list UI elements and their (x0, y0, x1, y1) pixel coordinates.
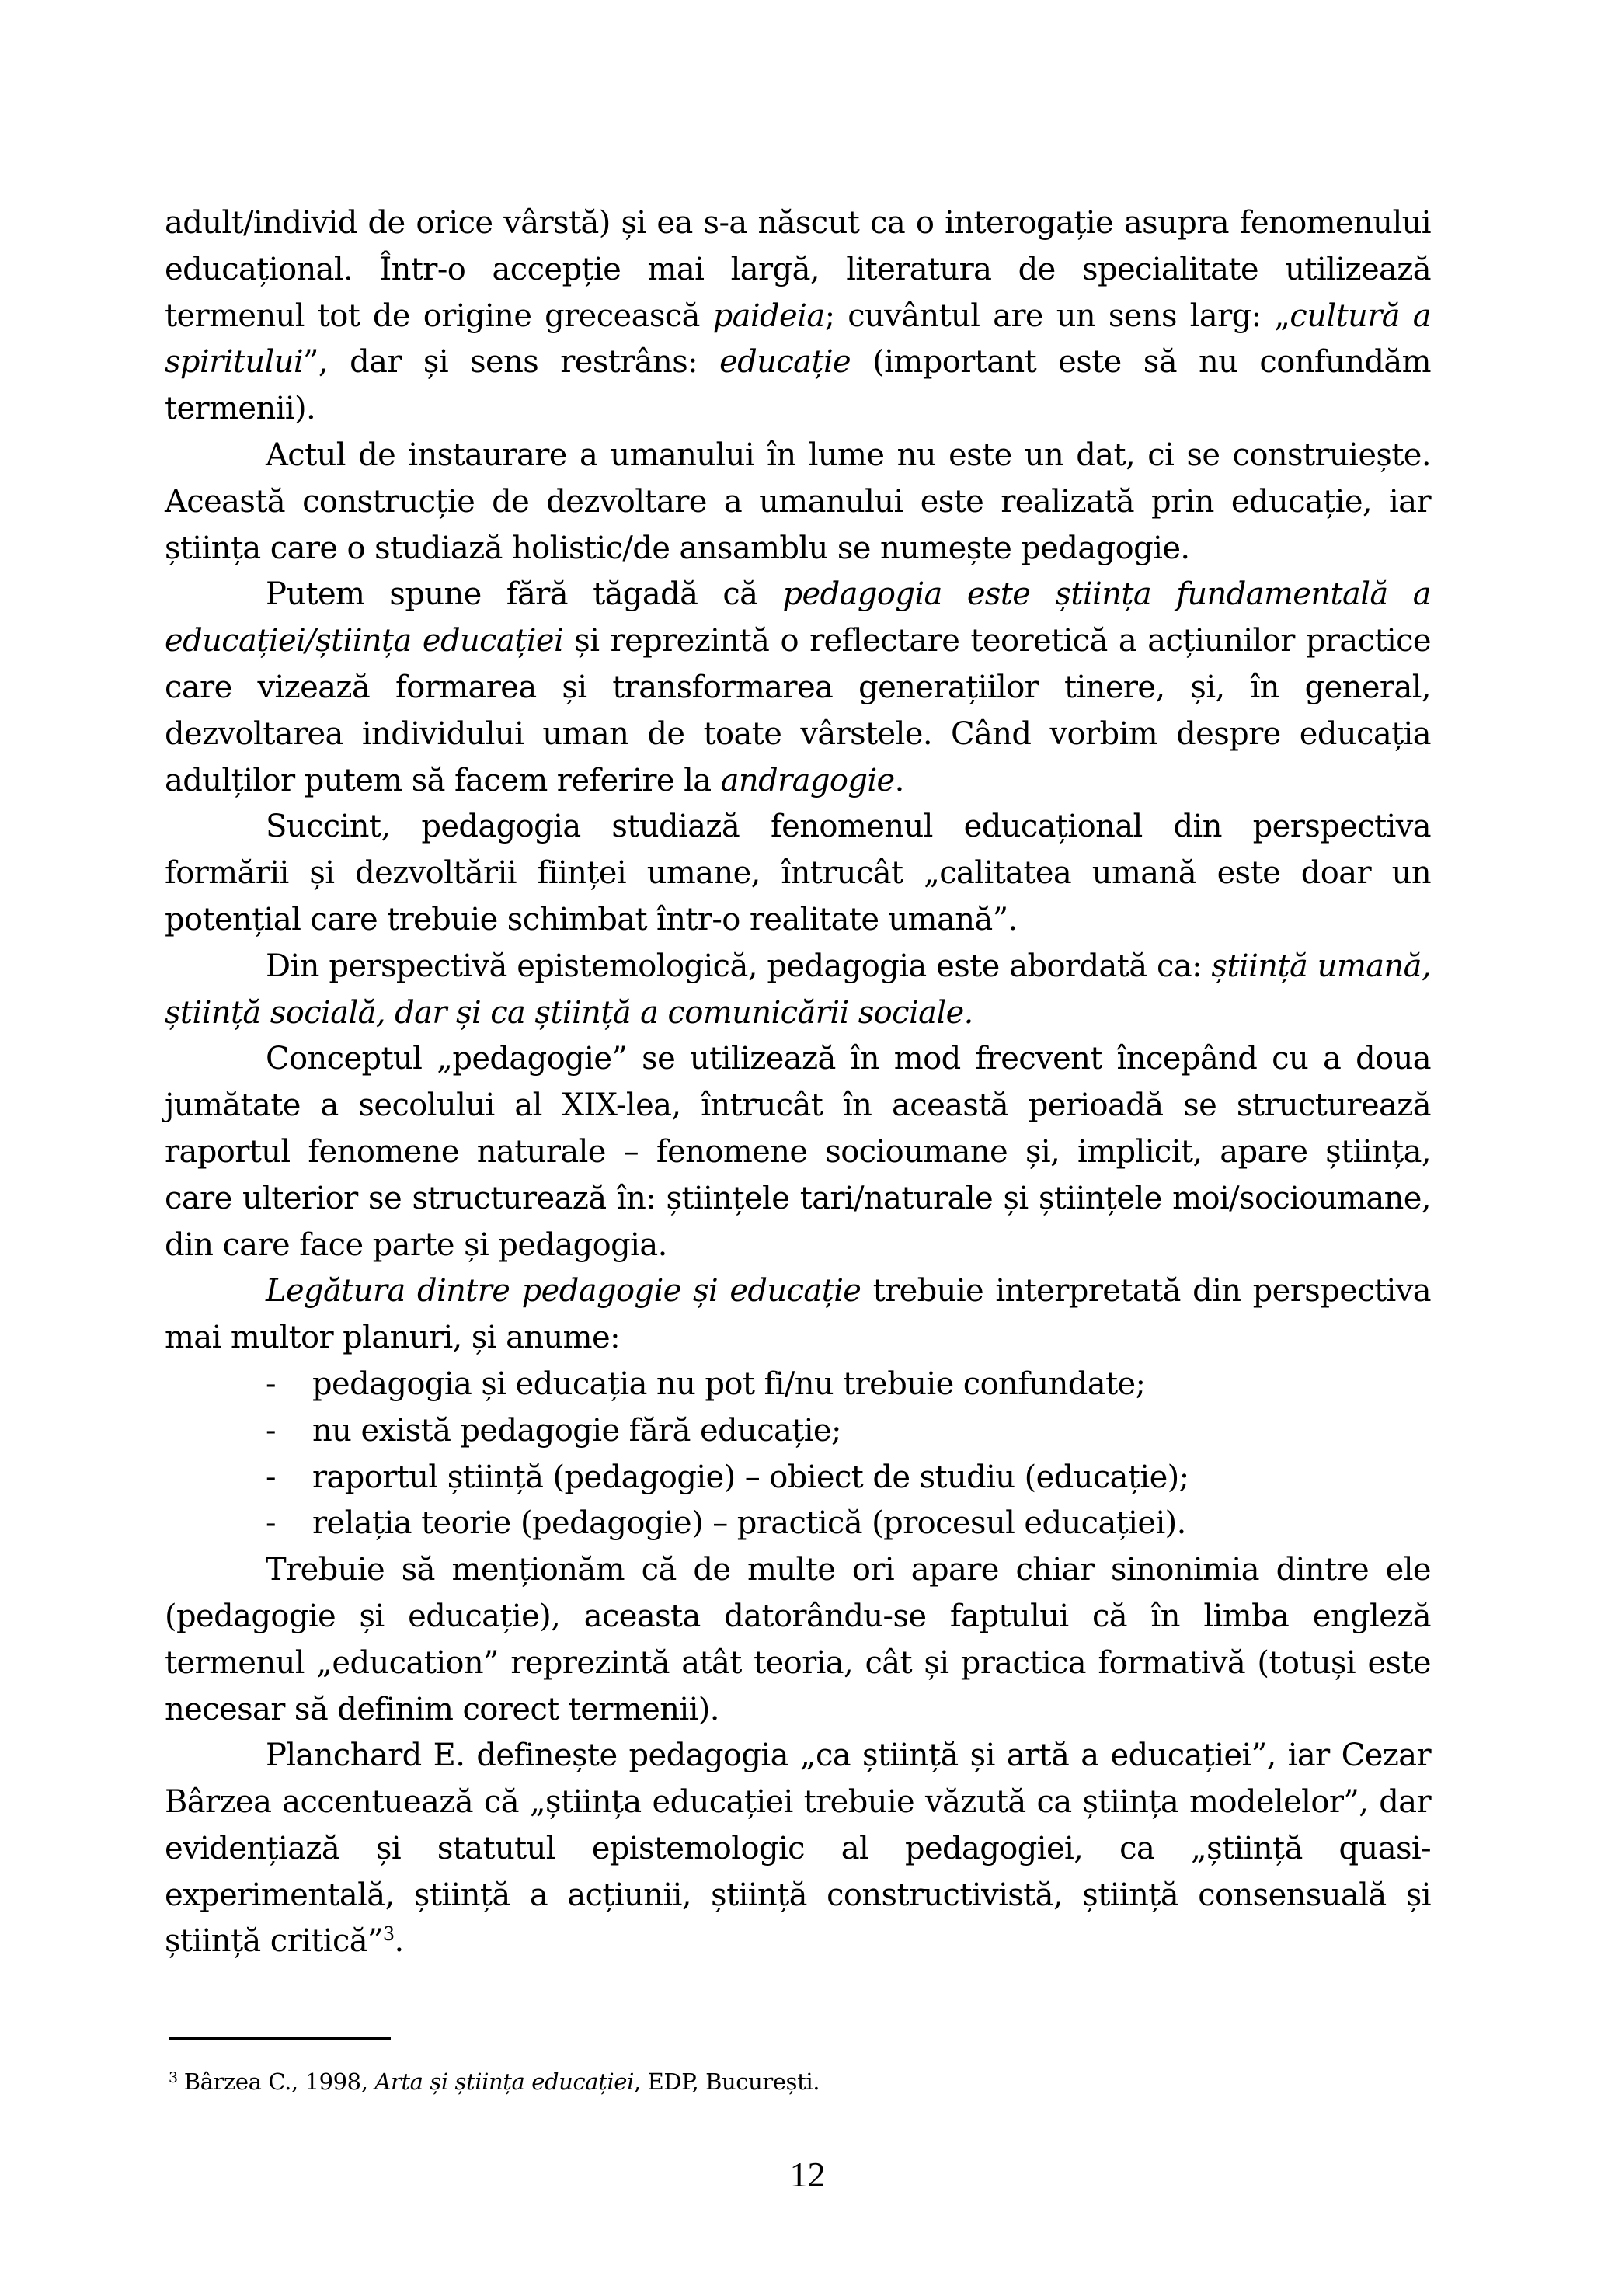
dash-bullet-icon: - (266, 1365, 276, 1402)
list-item-text: pedagogia și educația nu pot fi/nu trebuie confundate; (312, 1365, 1146, 1402)
bullet-list (165, 1362, 1431, 1547)
paragraph (165, 944, 1431, 1037)
text-run: trebuie interpretată din perspectiva mai multor planuri, și anume: (165, 1273, 1431, 1356)
paragraph (165, 1547, 1431, 1733)
text-run: . (394, 1923, 404, 1960)
footnote-text (184, 2068, 820, 2095)
footnote-number: 3 (169, 2069, 178, 2086)
text-run: Conceptul „pedagogie” se utilizează în mod frecvent începând cu a doua jumătate a secolului al XIX-lea, întrucât în această perioadă se structurează raportul fenomene naturale – fenomene socioumane și, implicit, apare știința, care ulterior se structurează în: științele tari/naturale și științele moi/socioumane, din care face parte și pedagogia. (165, 1041, 1431, 1263)
text-run: adult/individ de orice vârstă) și ea s-a născut ca o interogație asupra fenomenului educațional. Într-o accepție mai largă, literatura de specialitate utilizează termenul tot de origine grecească (165, 205, 1431, 334)
list-item (165, 1408, 1431, 1455)
text-run: Trebuie să menționăm că de multe ori apare chiar sinonimia dintre ele (pedagogie și educație), aceasta datorându-se faptului că în limba engleză termenul „education” reprezintă atât teoria, cât și practica formativă (totuși este necesar să definim corect termenii). (165, 1552, 1431, 1727)
text-run: Actul de instaurare a umanului în lume nu este un dat, ci se construiește. Această construcție de dezvoltare a umanului este realizată prin educație, iar știința care o studiază holistic/de ansamblu se numește pedagogie. (165, 437, 1431, 566)
italic-text-run: cultură a spiritului (165, 297, 1431, 381)
italic-text-run: pedagogia este știința fundamentală a educației/știința educației (165, 576, 1431, 659)
list-item (165, 1362, 1431, 1408)
paragraphs-before-list (165, 200, 1431, 1362)
paragraph (165, 572, 1431, 804)
footnote (169, 2066, 820, 2097)
list-item-text: relația teorie (pedagogie) – practică (procesul educației). (312, 1505, 1186, 1542)
paragraphs-after-list (165, 1547, 1431, 1965)
page-number: 12 (789, 2155, 826, 2194)
body-text (165, 200, 1431, 1965)
italic-text-run: știință umană, știință socială, dar și ca știință a comunicării sociale. (165, 948, 1431, 1031)
dash-bullet-icon: - (266, 1505, 276, 1542)
text-run: Succint, pedagogia studiază fenomenul educațional din perspectiva formării și dezvoltării ființei umane, întrucât „calitatea umană este doar un potențial care trebuie schimbat într-o realitate umană”. (165, 809, 1431, 938)
footnote-separator (169, 2037, 391, 2040)
list-item-text: nu există pedagogie fără educație; (312, 1412, 841, 1449)
text-run: , EDP, București. (633, 2068, 820, 2095)
italic-text-run: Arta și știința educației (374, 2068, 634, 2095)
italic-text-run: Legătura dintre pedagogie și educație (266, 1273, 861, 1310)
paragraph (165, 200, 1431, 433)
list-item (165, 1455, 1431, 1501)
text-run: Din perspectivă epistemologică, pedagogia este abordată ca: (266, 948, 1212, 984)
dash-bullet-icon: - (266, 1412, 276, 1449)
text-run: Planchard E. definește pedagogia „ca știință și artă a educației”, iar Cezar Bârzea accentuează că „știința educației trebuie văzută ca știința modelelor”, dar evidențiază și statutul epistemologic al pedagogiei, ca „știință quasi-experimentală, știință a acțiunii, știință constructivistă, știință consensuală și știință critică” (165, 1738, 1431, 1960)
footnote-reference[interactable]: 3 (382, 1923, 395, 1946)
italic-text-run: educație (719, 344, 851, 381)
paragraph (165, 433, 1431, 572)
text-run: Bârzea C., 1998, (183, 2068, 375, 2095)
paragraph (165, 804, 1431, 943)
italic-text-run: paideia (712, 297, 825, 334)
text-run: și reprezintă o reflectare teoretică a acțiunilor practice care vizează formarea și transformarea generațiilor tinere, și, în general, dezvoltarea individului uman de toate vârstele. Când vorbim despre educația adulților putem să facem referire la (165, 623, 1431, 798)
text-run: (important este să nu confundăm termenii). (165, 344, 1431, 427)
list-item (165, 1501, 1431, 1547)
paragraph (165, 1036, 1431, 1268)
text-run: Putem spune fără tăgadă că (266, 576, 783, 613)
text-run: ; cuvântul are un sens larg: „ (824, 297, 1290, 334)
dash-bullet-icon: - (266, 1459, 276, 1495)
italic-text-run: andragogie (720, 762, 895, 798)
text-run: ”, dar și sens restrâns: (303, 344, 720, 381)
text-run: . (894, 762, 904, 798)
paragraph (165, 1733, 1431, 1965)
paragraph (165, 1268, 1431, 1362)
list-item-text: raportul știință (pedagogie) – obiect de studiu (educație); (312, 1459, 1189, 1495)
